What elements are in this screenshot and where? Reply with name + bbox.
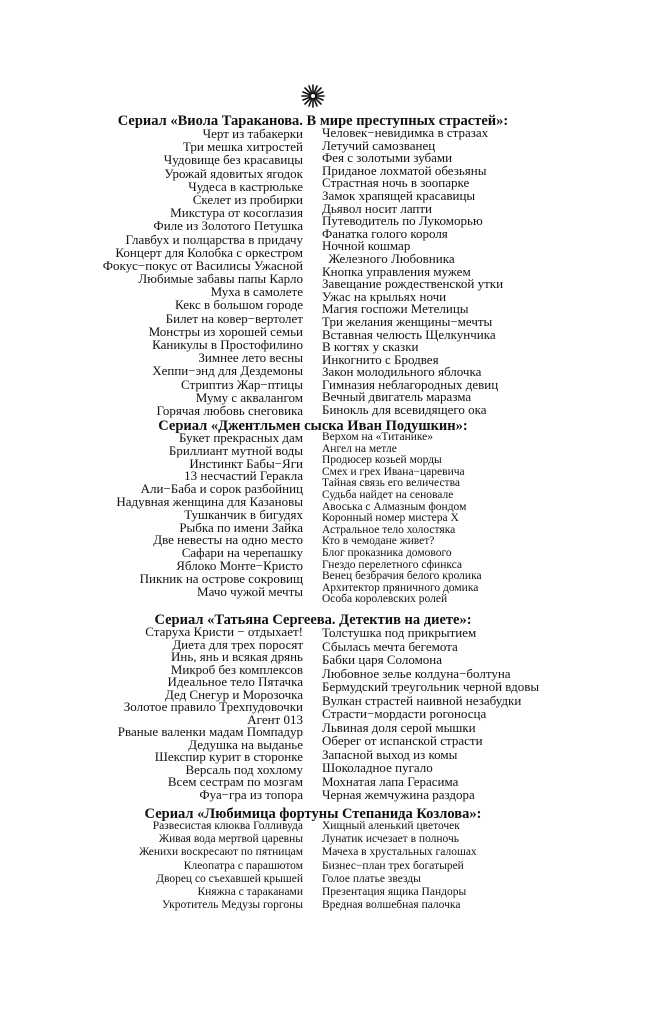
asterisk-flower-ornament-icon: [300, 83, 326, 109]
book-title: Презентация ящика Пандоры: [322, 885, 467, 898]
book-title: Бинокль для всевидящего ока: [322, 402, 487, 418]
book-title: Дворец со съехавшей крышей: [156, 872, 303, 885]
book-title: Черт из табакерки: [202, 126, 303, 141]
book-title: 13 несчастий Геракла: [184, 468, 303, 484]
book-title: Авоська с Алмазным фондом: [322, 500, 467, 513]
book-title: Каникулы в Простофилино: [152, 337, 303, 352]
book-title: Укротитель Медузы горгоны: [162, 899, 303, 912]
book-title: Лунатик исчезает в полночь: [322, 833, 460, 846]
book-title: Тайная связь его величества: [322, 477, 460, 490]
book-title: Голое платье звезды: [322, 872, 421, 885]
book-title: Дед Снегур и Морозочка: [164, 686, 303, 702]
book-title: Билет на ковер−вертолет: [165, 310, 303, 326]
book-title: Смех и грех Ивана−царевича: [322, 465, 465, 478]
section-title: Сериал «Джентльмен сыска Иван Подушкин»:: [158, 418, 468, 434]
book-title: Фокус−покус от Василисы Ужасной: [102, 257, 303, 273]
book-title: Букет прекрасных дам: [179, 430, 303, 445]
book-title: Концерт для Колобка с оркестром: [115, 244, 303, 260]
section-title: Сериал «Виола Тараканова. В мире преступных страстей»:: [117, 113, 509, 129]
book-title: Кнопка управления мужем: [322, 263, 471, 279]
book-title: Бизнес−план трех богатырей: [322, 859, 464, 872]
book-title: Любимые забавы папы Карло: [138, 271, 303, 287]
book-title: Инкогнито с Бродвея: [322, 351, 439, 367]
title-list-left: [103, 127, 303, 417]
book-title: Гимназия неблагородных девиц: [322, 376, 499, 392]
title-list-right: [322, 626, 539, 802]
book-title: Продюсер козьей морды: [322, 454, 442, 467]
book-title: Мачеха в хрустальных галошах: [322, 846, 477, 859]
book-title: Бермудский треугольник черной вдовы: [322, 679, 540, 694]
book-title: Верхом на «Титанике»: [322, 431, 434, 443]
book-title: Надувная женщина для Казановы: [116, 493, 303, 509]
book-title: Филе из Золотого Петушка: [153, 218, 303, 234]
book-title: Хеппи−энд для Дездемоны: [152, 363, 303, 379]
book-title: Рваные валенки мадам Помпадур: [117, 724, 303, 739]
book-title: Гнездо перелетного сфинкса: [322, 558, 463, 571]
book-title: Две невесты на одно место: [153, 532, 303, 548]
book-title: Монстры из хорошей семьи: [148, 323, 303, 339]
book-title: Блог проказника домового: [322, 546, 452, 559]
book-title: Человек−невидимка в стразах: [322, 125, 489, 140]
book-title: Львиная доля серой мышки: [322, 719, 476, 735]
book-title: Инстинкт Бабы−Яги: [189, 455, 303, 471]
book-title: Ночной кошмар: [322, 238, 411, 254]
book-title: Главбух и полцарства в придачу: [125, 231, 303, 247]
book-title: Яблоко Монте−Кристо: [176, 557, 303, 573]
book-title: Толстушка под прикрытием: [322, 625, 477, 640]
book-title: Сафари на черепашку: [181, 545, 303, 561]
book-title: Вредная волшебная палочка: [322, 899, 461, 912]
section-title: Сериал «Татьяна Сергеева. Детектив на диете»:: [154, 612, 472, 628]
book-title: Пикник на острове сокровищ: [139, 570, 303, 586]
book-title: Рыбка по имени Зайка: [179, 519, 303, 535]
book-title: Три мешка хитростей: [182, 139, 303, 155]
book-title: Дедушка на выданье: [188, 736, 303, 752]
book-title: Ужас на крыльях ночи: [322, 288, 447, 304]
book-title: Скелет из пробирки: [192, 191, 303, 207]
book-title: Золотое правило Трехпудовочки: [123, 699, 303, 714]
book-title: Черная жемчужина раздора: [322, 787, 475, 802]
book-title: Кекс в большом городе: [175, 297, 303, 313]
book-title: Коронный номер мистера Х: [322, 512, 459, 525]
book-title: Вечный двигатель маразма: [322, 389, 472, 405]
book-title: Али−Баба и сорок разбойниц: [140, 481, 303, 497]
book-title: Замок храпящей красавицы: [322, 187, 476, 203]
book-title: Версаль под хохлому: [185, 761, 303, 777]
book-title: Бриллиант мутной воды: [168, 442, 303, 458]
book-title: Всем сестрам по мозгам: [167, 774, 303, 789]
book-title: Агент 013: [247, 711, 303, 727]
book-title: Развесистая клюква Голливуда: [152, 820, 303, 832]
book-title: В когтях у сказки: [322, 339, 419, 355]
book-title: Оберег от испанской страсти: [322, 733, 483, 748]
book-title: Мохнатая лапа Герасима: [322, 773, 459, 789]
book-title: Микроб без комплексов: [170, 661, 303, 677]
book-title: Летучий самозванец: [322, 137, 436, 153]
book-title: Шекспир курит в сторонке: [154, 749, 303, 764]
book-title: Горячая любовь снеговика: [156, 402, 303, 418]
book-title: Кто в чемодане живет?: [322, 535, 435, 548]
book-title: Фанатка голого короля: [322, 225, 448, 241]
book-title: Инь, янь и всякая дрянь: [170, 649, 303, 664]
book-title: Идеальное тело Пятачка: [167, 674, 303, 689]
book-title: Три желания женщины−мечты: [322, 313, 493, 329]
title-list-left: [116, 432, 303, 598]
book-title: Астральное тело холостяка: [322, 523, 456, 536]
book-title: Вулкан страстей наивной незабудки: [322, 692, 522, 708]
book-title: Чудеса в кастрюльке: [188, 178, 303, 194]
book-title: Завещание рождественской утки: [322, 276, 504, 292]
book-title: Дьявол носит лапти: [322, 200, 433, 216]
book-title: Фуа−гра из топора: [199, 786, 303, 802]
book-title: Венец безбрачия белого кролика: [322, 570, 482, 583]
book-title: Старуха Кристи − отдыхает!: [145, 624, 303, 639]
book-title: Хищный аленький цветочек: [322, 820, 460, 832]
book-title: Страсти−мордасти рогоносца: [322, 706, 487, 721]
book-title: Запасной выход из комы: [322, 746, 458, 762]
book-title: Стриптиз Жар−птицы: [181, 376, 303, 392]
book-title: Железного Любовника: [322, 250, 455, 266]
section-title: Сериал «Любимица фортуны Степанида Козлова»:: [144, 806, 482, 822]
book-title: Женихи воскресают по пятницам: [139, 846, 303, 859]
book-title: Ангел на метле: [322, 442, 397, 455]
book-title: Шоколадное пугало: [322, 760, 433, 775]
book-title: Мачо чужой мечты: [197, 583, 303, 599]
book-title: Любовное зелье колдуна−болтуна: [322, 665, 511, 681]
book-title: Магия госпожи Метелицы: [322, 301, 469, 317]
book-title: Клеопатра с парашютом: [183, 859, 303, 872]
book-title: Тушканчик в бигудях: [184, 506, 303, 522]
book-title: Сбылась мечта бегемота: [322, 638, 458, 654]
book-title: Приданое лохматой обезьяны: [322, 162, 487, 178]
book-title: Чудовище без красавицы: [163, 152, 303, 168]
book-title: Урожай ядовитых ягодок: [164, 165, 303, 181]
book-title: Бабки царя Соломона: [322, 652, 443, 667]
book-title: Живая вода мертвой царевны: [158, 833, 303, 846]
book-title: Муму с аквалангом: [195, 389, 303, 405]
title-list-left: [139, 820, 303, 912]
book-title: Муха в самолете: [210, 284, 303, 300]
book-title: Княжна с тараканами: [197, 885, 303, 898]
book-title: Особа королевских ролей: [322, 593, 448, 606]
book-title: Фея с золотыми зубами: [322, 150, 453, 166]
title-list-left: [118, 626, 303, 801]
book-title: Вставная челюсть Щелкунчика: [322, 326, 496, 342]
book-title: Судьба найдет на сеновале: [322, 488, 454, 501]
book-title: Микстура от косоглазия: [170, 205, 303, 221]
book-title: Диета для трех поросят: [172, 636, 303, 652]
book-title: Архитектор пряничного домика: [322, 581, 479, 594]
title-list-right: [322, 820, 477, 912]
book-title: Страстная ночь в зоопарке: [322, 175, 470, 191]
book-title: Зимнее лето весны: [198, 350, 303, 366]
book-title: Закон молодильного яблочка: [322, 364, 482, 380]
title-list-right: [322, 432, 482, 606]
title-list-right: [322, 127, 503, 417]
book-title: Путеводитель по Лукоморью: [322, 213, 483, 229]
